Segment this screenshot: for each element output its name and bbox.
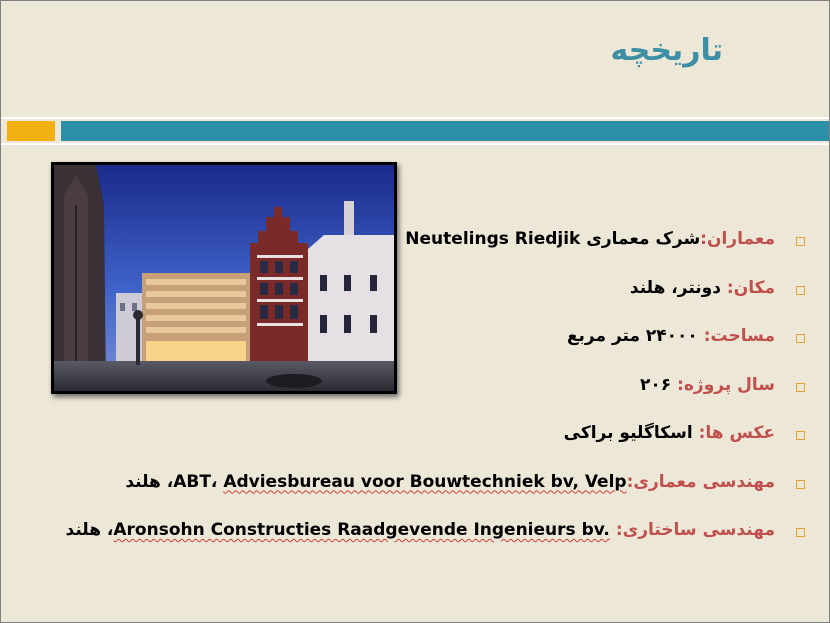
bullet-marker-icon	[796, 528, 805, 537]
bullet-project-year	[61, 369, 821, 418]
bullet-value-latin: Neutelings Riedjik	[405, 229, 581, 249]
bullet-value: ABT،	[173, 471, 224, 492]
bullet-label: سال پروژه:	[677, 374, 775, 395]
divider-bottom	[1, 143, 829, 145]
bullet-value-suffix: ، هلند	[125, 471, 174, 492]
accent-bar-teal	[61, 121, 829, 141]
divider-top	[1, 117, 829, 119]
bullet-photos	[61, 417, 821, 466]
bullet-label: مکان:	[726, 277, 775, 298]
bullet-value-suffix: ، هلند	[65, 520, 114, 540]
bullet-marker-icon	[796, 480, 805, 489]
bullet-value: ۲۴۰۰۰ متر مربع	[566, 326, 704, 346]
bullet-value-latin: Aronsohn Constructies Raadgevende Ingenieurs bv.	[113, 520, 610, 540]
bullet-value: شرک معماری	[580, 229, 701, 249]
bullet-value: دونتر، هلند	[629, 277, 727, 298]
bullet-label: عکس ها:	[698, 423, 775, 443]
bullet-value: ۲۰۶	[640, 374, 678, 395]
bullet-list	[61, 223, 821, 563]
bullet-marker-icon	[796, 383, 805, 392]
bullet-architectural-engineering	[61, 466, 821, 515]
bullet-marker-icon	[796, 334, 805, 343]
bullet-marker-icon	[796, 431, 805, 440]
bullet-architects	[61, 223, 821, 272]
bullet-label: مهندسی ساختاری:	[615, 520, 775, 540]
bullet-marker-icon	[796, 237, 805, 246]
bullet-value: اسکاگلیو براکی	[563, 423, 699, 443]
bullet-area	[61, 320, 821, 369]
bullet-structural-engineering	[61, 514, 821, 563]
bullet-label: مساحت:	[703, 326, 775, 346]
slide-title: تاریخچه	[610, 33, 723, 68]
bullet-value-latin: Adviesbureau voor Bouwtechniek bv, Velp	[223, 471, 627, 492]
accent-bar-gold	[7, 121, 55, 141]
bullet-marker-icon	[796, 286, 805, 295]
bullet-location	[61, 272, 821, 321]
bullet-label: معماران:	[700, 229, 775, 249]
bullet-label: مهندسی معماری:	[626, 471, 775, 492]
